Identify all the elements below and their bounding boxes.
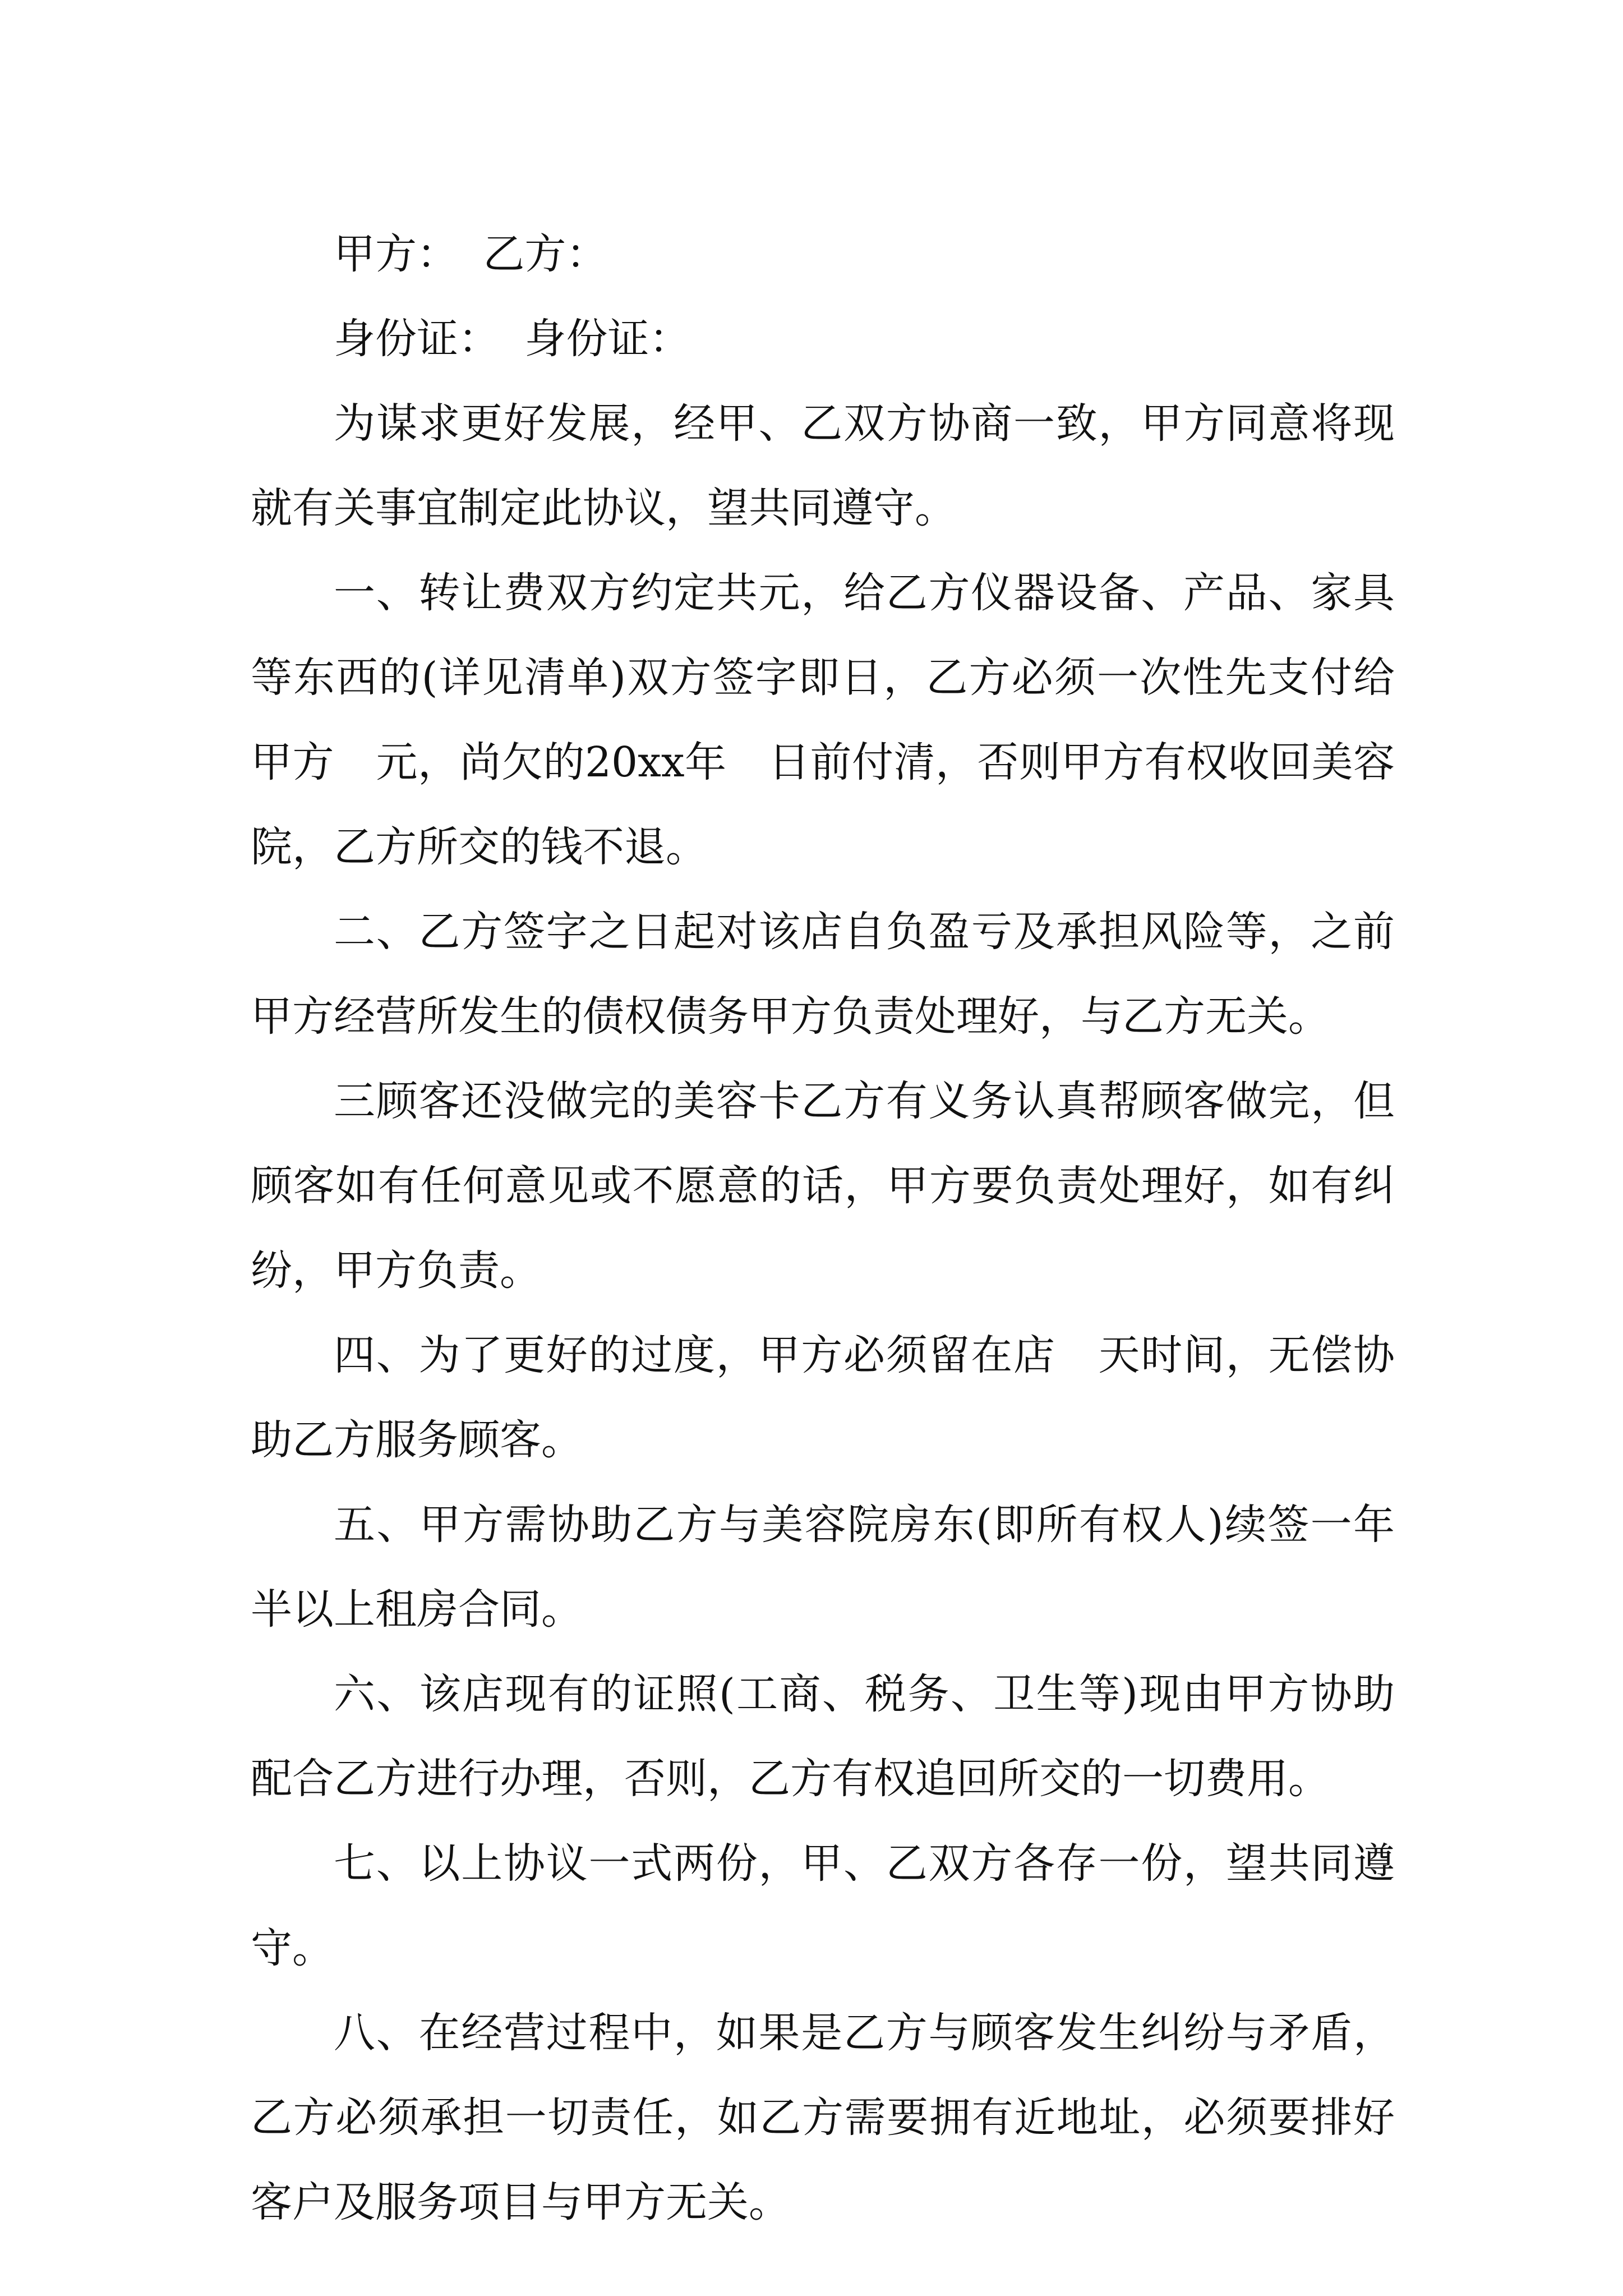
intro-paragraph: 为谋求更好发展，经甲、乙双方协商一致，甲方同意将现就有关事宜制定此协议，望共同遵守。 [251, 399, 1395, 532]
id-a-label: 身份证： [334, 315, 500, 363]
party-names-line [251, 212, 1395, 297]
clause-3-paragraph: 三顾客还没做完的美容卡乙方有义务认真帮顾客做完，但顾客如有任何意见或不愿意的话，甲方要负责处理好，如有纠纷，甲方负责。 [251, 1077, 1395, 1295]
clause-2-paragraph: 二、乙方签字之日起对该店自负盈亏及承担风险等，之前甲方经营所发生的债权债务甲方负责处理好，与乙方无关。 [251, 908, 1395, 1041]
party-a-label: 甲方： [334, 230, 458, 278]
id-b-label: 身份证： [524, 315, 691, 363]
clause-5-paragraph: 五、甲方需协助乙方与美容院房东(即所有权人)续签一年半以上租房合同。 [251, 1501, 1395, 1634]
clause-8-paragraph: 八、在经营过程中，如果是乙方与顾客发生纠纷与矛盾，乙方必须承担一切责任，如乙方需要拥有近地址，必须要排好客户及服务项目与甲方无关。 [251, 2009, 1395, 2226]
party-b-label: 乙方： [483, 230, 608, 278]
clause-4-paragraph: 四、为了更好的过度，甲方必须留在店 天时间，无偿协助乙方服务顾客。 [251, 1331, 1395, 1464]
agreement-document [251, 212, 1395, 2245]
clause-6-paragraph: 六、该店现有的证照(工商、税务、卫生等)现由甲方协助配合乙方进行办理，否则，乙方有权追回所交的一切费用。 [251, 1670, 1395, 1803]
clause-1-paragraph: 一、转让费双方约定共元，给乙方仪器设备、产品、家具等东西的(详见清单)双方签字即日，乙方必须一次性先支付给甲方 元，尚欠的20xx年 日前付清，否则甲方有权收回美容院，乙方所交的钱不退。 [251, 569, 1395, 871]
clause-7-paragraph: 七、以上协议一式两份，甲、乙双方各存一份，望共同遵守。 [251, 1839, 1395, 1972]
id-card-line [251, 297, 1395, 381]
